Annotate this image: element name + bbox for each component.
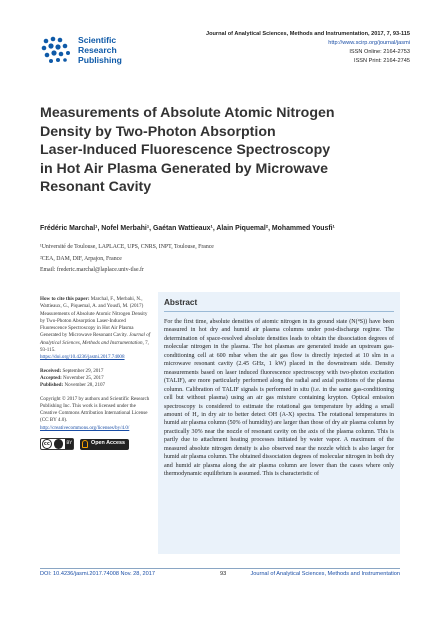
publisher-logo-icon — [40, 35, 74, 65]
journal-name: Journal of Analytical Sciences, Methods and Instrumentation, 2017, 7, 93-115 — [205, 31, 410, 37]
issn-print: ISSN Print: 2164-2745 — [354, 58, 410, 64]
footer-journal: Journal of Analytical Sciences, Methods and Instrumentation — [250, 571, 400, 577]
open-access-badge: Open Access — [80, 439, 129, 450]
dates-block: Received: September 29, 2017 Accepted: November 25, 2017 Published: November 28, 2107 — [40, 367, 106, 389]
journal-url-link[interactable]: http://www.scirp.org/journal/jasmi — [328, 40, 410, 46]
issn-online: ISSN Online: 2164-2753 — [349, 49, 410, 55]
affiliations: ¹Université de Toulouse, LAPLACE, UPS, CNRS, INPT, Toulouse, France ²CEA, DAM, DIF, Arpajon, France Email: frederic.marchal@laplace.univ-tlse.fr — [40, 242, 214, 277]
paper-title: Measurements of Absolute Atomic Nitrogen Density by Two-Photon Absorption Laser-Induced Fluorescence Spectroscopy in Hot Air Plasma Generated by Microwave Resonant Cavity — [40, 105, 335, 196]
article-sidebar — [40, 296, 152, 450]
license-link[interactable]: http://creativecommons.org/licenses/by/4.0/ — [40, 424, 130, 431]
abstract-heading: Abstract — [164, 296, 394, 312]
footer-doi: DOI: 10.4236/jasmi.2017.74008 Nov. 28, 2017 — [40, 571, 155, 577]
author-list: Frédéric Marchal¹, Nofel Merbahi¹, Gaétan Wattieaux¹, Alain Piquemal², Mohammed Yousfi¹ — [40, 225, 335, 232]
publisher-name: Scientific Research Publishing — [78, 35, 122, 65]
journal-info — [206, 30, 410, 66]
corresponding-email[interactable]: Email: frederic.marchal@laplace.univ-tlse.fr — [40, 267, 144, 273]
license-badges — [40, 438, 152, 450]
footer-divider — [40, 568, 400, 569]
copyright-block: Copyright © 2017 by authors and Scientific Research Publishing Inc. This work is licensed under the Creative Commons Attribution International License (CC BY 4.0). http://creativecommons.org/licenses/by/4.0/ — [40, 395, 150, 431]
abstract-box — [158, 292, 400, 554]
doi-link[interactable]: https://doi.org/10.4236/jasmi.2017.74008 — [40, 354, 125, 361]
abstract-text: For the first time, absolute densities of atomic nitrogen in its ground state (N(⁴S)) have been measured in hot dry and humid air plasma columns under post-discharge regime. The determination of space-resolved absolute densities leads to obtain the dissociation degrees of molecular nitrogen in the plasma. The hot plasmas are generated inside an upstream gas-conditioning cell at 600 mbar when the air gas flow is directly injected at 10 slm in a microwave resonant cavity (2.45 GHz, 1 kW) placed in the downstream side. Density measurements based on laser induced fluorescence spectroscopy with two-photon excitation (TALIF), are more particularly performed along the radial and axial positions of the plasma column. Calibration of TALIF signals is performed in situ (i.e. in the same gas-conditioning cell but without plasma) using an air gas mixture containing krypton. Optical emission spectroscopy is considered to estimate the rotational gas temperature by adding a small amount of H₂ in dry air to better detect OH (A-X) spectra. The rotational temperatures in humid air plasma column (50% of humidity) are larger than those of dry air plasma column by practically 30% near the nozzle of resonant cavity on the axis of the plasma column. This is partly due to attachment heating processes initiated by water vapor. A maximum of the measured absolute nitrogen density is also observed near the nozzle which is also larger for humid air plasma column. The obtained dissociation degrees of molecular nitrogen in both dry and humid air plasma along the air plasma column are lower than the cases where only thermodynamic equilibrium is assumed. This is characteristic of — [164, 319, 394, 478]
open-access-lock-icon — [82, 440, 88, 448]
cc-by-badge-icon[interactable]: cc BY — [40, 438, 74, 450]
citation-block: How to cite this paper: Marchal, F., Merbahi, N., Wattieaux, G., Piquemal, A. and Yousfi, M. (2017) Measurements of Absolute Atomic Nitrogen Density by Two-Photon Absorption Laser-Induced Fluorescence Spectroscopy in Hot Air Plasma Generated by Microwave Resonant Cavity. Journal of Analytical Sciences, Methods and Instrumentation, 7, 93-115. https://doi.org/10.4236/jasmi.2017.74008 — [40, 296, 151, 361]
publisher-logo — [40, 33, 150, 69]
page-number: 93 — [220, 571, 227, 577]
